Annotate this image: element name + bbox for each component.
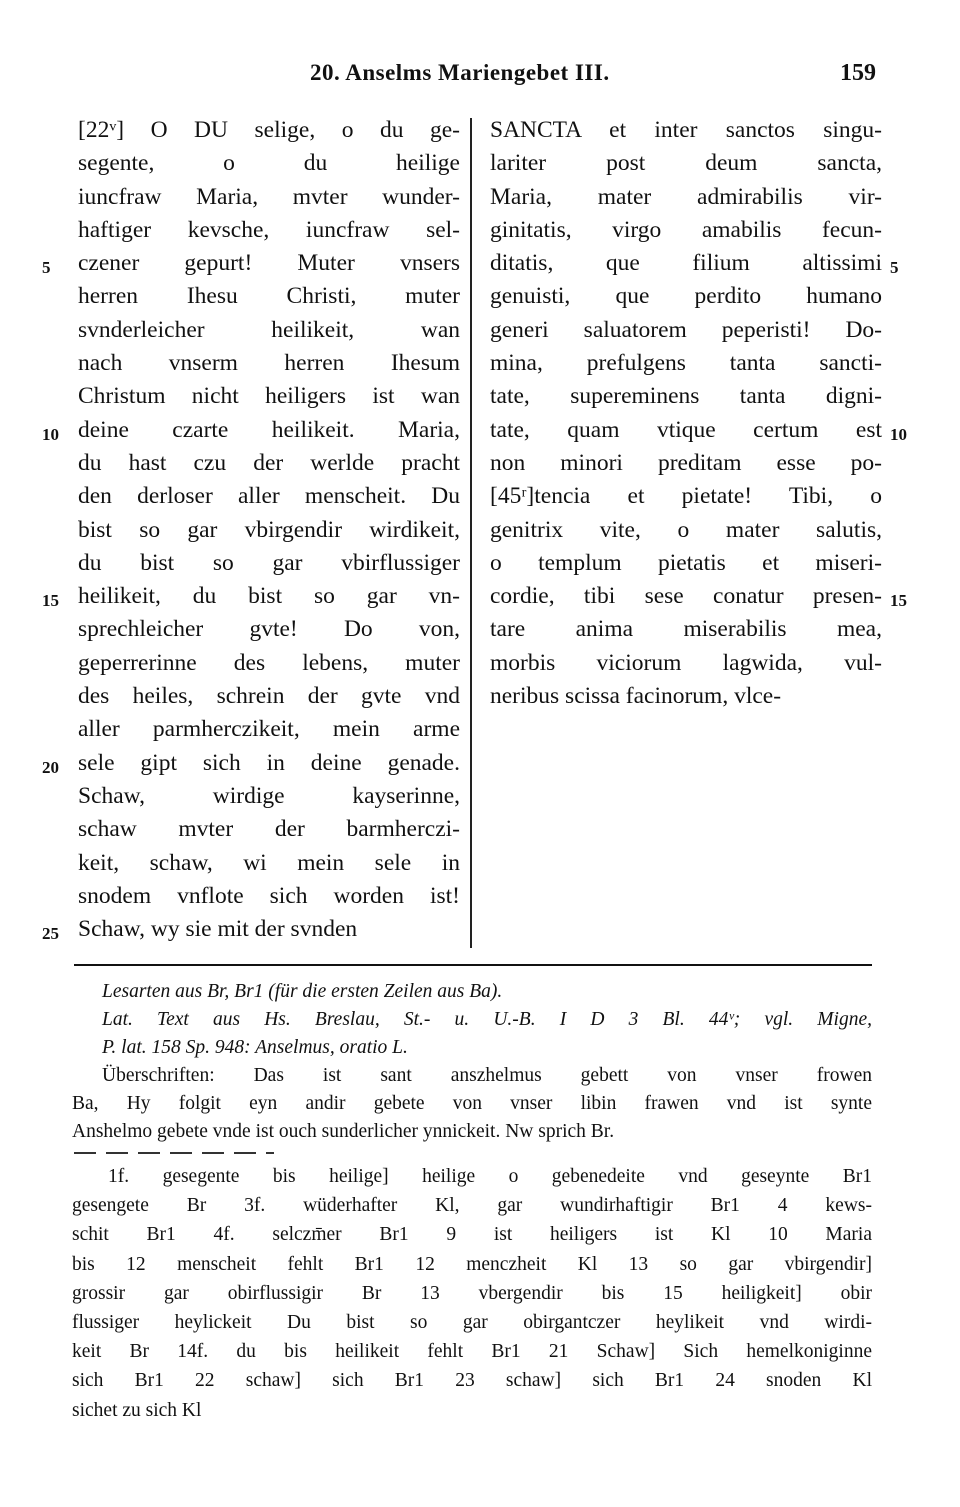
column-divider [470, 118, 472, 948]
german-line [78, 447, 460, 480]
line-text: o templum pietatis et miseri- [490, 549, 882, 576]
line-text: tate, quam vtique certum est [490, 416, 882, 443]
line-number: 15 [890, 591, 907, 611]
line-text: czener gepurt! Muter vnsers [78, 250, 460, 277]
german-line [78, 547, 460, 580]
apparatus-line: Anshelmo gebete vnde ist ouch sunderlicher ynnickeit. Nw sprich Br. [72, 1121, 615, 1142]
apparatus-line: Lesarten aus Br, Br1 (für die ersten Zeilen aus Ba). [102, 981, 503, 1002]
german-line [78, 613, 460, 646]
readings-apparatus [72, 978, 872, 1146]
apparatus-line: Lat. Text aus Hs. Breslau, St.- u. U.-B. I D 3 Bl. 44ᵛ; vgl. Migne, [102, 1009, 872, 1030]
line-text: deine czarte heilikeit. Maria, [78, 416, 460, 443]
variant-line: sich Br1 22 schaw] sich Br1 23 schaw] sich Br1 24 snoden Kl [72, 1370, 872, 1392]
footnote-rule [74, 964, 872, 966]
german-line [78, 880, 460, 913]
line-number: 10 [42, 424, 59, 444]
latin-line [490, 214, 882, 247]
german-line [78, 647, 460, 680]
line-text: Maria, mater admirabilis vir- [490, 183, 882, 210]
line-text: keit, schaw, wi mein sele in [78, 849, 460, 876]
line-text: nach vnserm herren Ihesum [78, 350, 460, 377]
line-text: du bist so gar vbirflussiger [78, 549, 460, 576]
page-number: 159 [840, 60, 876, 86]
variant-line: flussiger heylickeit Du bist so gar obirgantczer heylikeit vnd wirdi- [72, 1312, 872, 1334]
latin-line [490, 181, 882, 214]
german-line [78, 713, 460, 746]
line-text: ginitatis, virgo amabilis fecun- [490, 216, 882, 243]
line-text: bist so gar vbirgendir wirdikeit, [78, 516, 460, 543]
running-title: 20. Anselms Mariengebet III. [310, 60, 610, 85]
variant-line: gesengete Br 3f. wüderhafter Kl, gar wundirhaftigir Br1 4 kews- [72, 1195, 872, 1217]
latin-line [490, 280, 882, 313]
latin-line [490, 547, 882, 580]
line-number: 5 [42, 258, 51, 278]
german-line [42, 414, 460, 447]
line-text: morbis viciorum lagwida, vul- [490, 649, 882, 676]
line-text: heilikeit, du bist so gar vn- [78, 583, 460, 610]
line-text: lariter post deum sancta, [490, 150, 882, 177]
german-line [78, 813, 460, 846]
line-text: haftiger kevsche, iuncfraw sel- [78, 216, 460, 243]
german-line [78, 314, 460, 347]
apparatus-line: Ba, Hy folgit eyn andir gebete von vnser libin frawen vnd ist synte [72, 1093, 872, 1114]
line-text: des heiles, schrein der gvte vnd [78, 683, 460, 710]
line-text: [45ʳ]tencia et pietate! Tibi, o [490, 483, 882, 510]
german-line [78, 847, 460, 880]
line-text: genuisti, que perdito humano [490, 283, 882, 310]
latin-line [490, 380, 882, 413]
german-line [78, 214, 460, 247]
german-line [42, 247, 460, 280]
line-text: Schaw, wirdige kayserinne, [78, 782, 460, 809]
latin-line [490, 580, 907, 613]
line-text: sprechleicher gvte! Do von, [78, 616, 460, 643]
line-text: non minori preditam esse po- [490, 449, 882, 476]
line-text: svnderleicher heilikeit, wan [78, 316, 460, 343]
latin-line [490, 114, 882, 147]
german-line [42, 747, 460, 780]
line-text: schaw mvter der barmherczi- [78, 816, 460, 843]
apparatus-line: Überschriften: Das ist sant anszhelmus gebett von vnser frowen [102, 1065, 872, 1086]
variant-readings [72, 1162, 872, 1425]
line-number: 5 [890, 258, 899, 278]
line-text: genitrix vite, o mater salutis, [490, 516, 882, 543]
variant-line: sichet zu sich Kl [72, 1399, 202, 1421]
german-text-column [42, 114, 460, 946]
german-line [78, 680, 460, 713]
line-text: ditatis, que filium altissimi [490, 250, 882, 277]
line-text: aller parmherczikeit, mein arme [78, 716, 460, 743]
line-number: 10 [890, 424, 907, 444]
apparatus-separator [74, 1152, 274, 1154]
latin-line [490, 247, 899, 280]
line-number: 15 [42, 591, 59, 611]
variant-line: grossir gar obirflussigir Br 13 vbergendir bis 15 heiligkeit] obir [72, 1282, 872, 1304]
latin-line [490, 680, 882, 713]
line-text: iuncfraw Maria, mvter wunder- [78, 183, 460, 210]
german-line [78, 114, 460, 147]
latin-line [490, 347, 882, 380]
latin-line [490, 480, 882, 513]
german-line [78, 480, 460, 513]
line-text: herren Ihesu Christi, muter [78, 283, 460, 310]
latin-line [490, 314, 882, 347]
latin-line [490, 414, 907, 447]
line-text: du hast czu der werlde pracht [78, 449, 460, 476]
german-line [78, 780, 460, 813]
line-text: Christum nicht heiligers ist wan [78, 383, 460, 410]
line-number: 20 [42, 757, 59, 777]
german-line [78, 347, 460, 380]
line-number: 25 [42, 924, 59, 944]
line-text: cordie, tibi sese conatur presen- [490, 583, 882, 610]
line-text: den derloser aller menscheit. Du [78, 483, 460, 510]
variant-line: schit Br1 4f. selczm̄er Br1 9 ist heiligers ist Kl 10 Maria [72, 1224, 872, 1246]
line-text: Schaw, wy sie mit der svnden [78, 916, 358, 943]
latin-line [490, 514, 882, 547]
line-text: snodem vnflote sich worden ist! [78, 882, 460, 909]
variant-line: 1f. gesegente bis heilige] heilige o gebenedeite vnd geseynte Br1 [108, 1166, 872, 1187]
apparatus-line: P. lat. 158 Sp. 948: Anselmus, oratio L. [102, 1037, 408, 1058]
german-line [42, 580, 460, 613]
line-text: tate, supereminens tanta digni- [490, 383, 882, 410]
latin-line [490, 647, 882, 680]
variant-line: bis 12 menscheit fehlt Br1 12 menczheit Kl 13 so gar vbirgendir] [72, 1253, 872, 1275]
german-line [78, 181, 460, 214]
latin-text-column [490, 114, 907, 713]
line-text: [22ᵛ] O DU selige, o du ge- [78, 117, 460, 143]
german-line [78, 280, 460, 313]
german-line [78, 514, 460, 547]
latin-line [490, 613, 882, 646]
german-line [78, 147, 460, 180]
german-line [78, 380, 460, 413]
line-text: sele gipt sich in deine genade. [78, 749, 460, 776]
line-text: geperrerinne des lebens, muter [78, 649, 460, 676]
line-text: SANCTA et inter sanctos singu- [490, 117, 882, 143]
line-text: neribus scissa facinorum, vlce- [490, 683, 782, 710]
page-header [0, 60, 960, 94]
latin-line [490, 147, 882, 180]
variant-line: keit Br 14f. du bis heilikeit fehlt Br1 21 Schaw] Sich hemelkoniginne [72, 1341, 872, 1363]
line-text: segente, o du heilige [78, 150, 460, 177]
latin-line [490, 447, 882, 480]
line-text: generi saluatorem peperisti! Do- [490, 316, 882, 343]
line-text: tare anima miserabilis mea, [490, 616, 882, 643]
line-text: mina, prefulgens tanta sancti- [490, 350, 882, 377]
german-line [42, 913, 460, 946]
